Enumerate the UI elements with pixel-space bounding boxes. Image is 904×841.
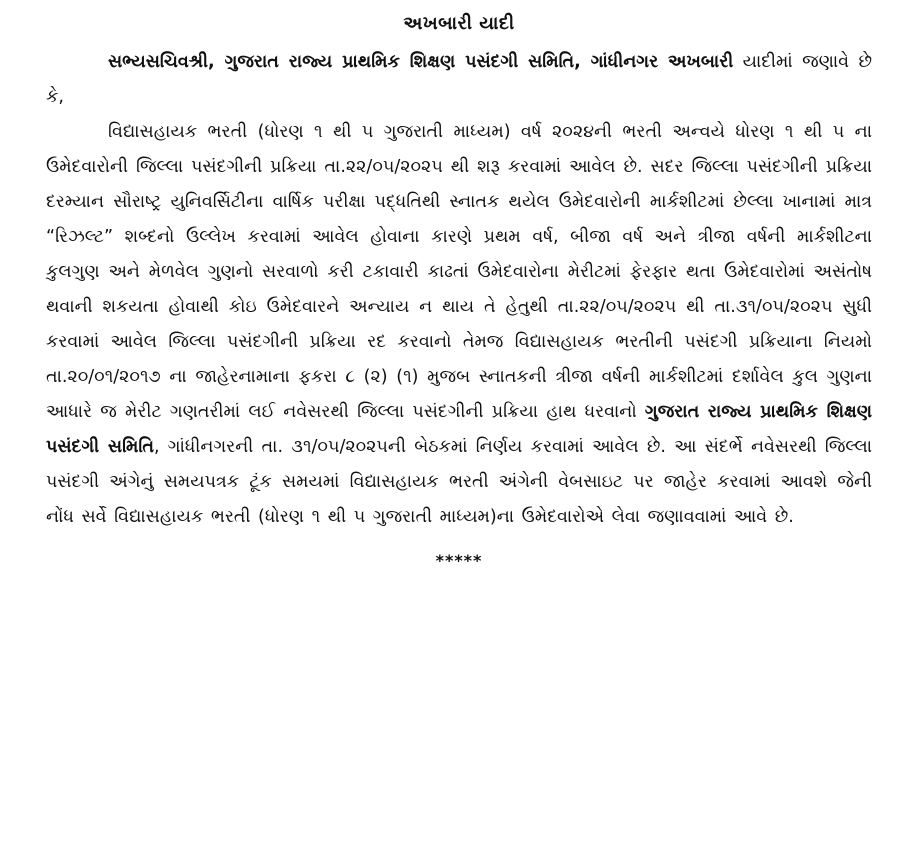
intro-rest: યાદીમાં જણાવે છે કે,: [46, 52, 872, 107]
intro-paragraph: [46, 45, 872, 115]
body-text-part1: વિદ્યાસહાયક ભરતી (ધોરણ ૧ થી ૫ ગુજરાતી માધ્યમ) વર્ષ ૨૦૨૪ની ભરતી અન્વયે ધોરણ ૧ થી ૫ ના ઉમેદવારોની જિલ્લા પસંદગીની પ્રક્રિયા તા.૨૨/૦૫/૨૦૨૫ થી શરૂ કરવામાં આવેલ છે. સદર જિલ્લા પસંદગીની પ્રક્રિયા દરમ્યાન સૌરાષ્ટ્ર યુનિવર્સિટીના વાર્ષિક પરીક્ષા પદ્ધતિથી સ્નાતક થયેલ ઉમેદવારોની માર્કશીટમાં છેલ્લા ખાનામાં માત્ર “રિઝલ્ટ” શબ્દનો ઉલ્લેખ કરવામાં આવેલ હોવાના કારણે પ્રથમ વર્ષ, બીજા વર્ષ અને ત્રીજા વર્ષની માર્કશીટના કુલગુણ અને મેળવેલ ગુણનો સરવાળો કરી ટકાવારી કાઢતાં ઉમેદવારોના મેરીટમાં ફેરફાર થતા ઉમેદવારોમાં અસંતોષ થવાની શકયતા હોવાથી કોઇ ઉમેદવારને અન્યાય ન થાય તે હેતુથી તા.૨૨/૦૫/૨૦૨૫ થી તા.૩૧/૦૫/૨૦૨૫ સુધી કરવામાં આવેલ જિલ્લા પસંદગીની પ્રક્રિયા રદ કરવાનો તેમજ વિદ્યાસહાયક ભરતીની પસંદગી પ્રક્રિયાના નિયમો તા.૨૦/૦૧/૨૦૧૭ ના જાહેરનામાના ફકરા ૮ (૨) (૧) મુજબ સ્નાતકની ત્રીજા વર્ષની માર્કશીટમાં દર્શાવેલ કુલ ગુણના આધારે જ મેરીટ ગણતરીમાં લઈ નવેસરથી જિલ્લા પસંદગીની પ્રક્રિયા હાથ ધરવાનો: [46, 122, 872, 422]
intro-sender: સભ્યસચિવશ્રી, ગુજરાત રાજ્ય પ્રાથમિક શિક્ષણ પસંદગી સમિતિ, ગાંધીનગર અખબારી: [108, 52, 734, 72]
body-committee-name: ગુજરાત રાજ્ય પ્રાથમિક શિક્ષણ પસંદગી સમિતિ: [46, 402, 872, 457]
body-text-part2: , ગાંધીનગરની તા. ૩૧/૦૫/૨૦૨૫ની બેઠકમાં નિર્ણય કરવામાં આવેલ છે. આ સંદર્ભે નવેસરથી જિલ્લા પસંદગી અંગેનું સમયપત્રક ટૂંક સમયમાં વિદ્યાસહાયક ભરતી અંગેની વેબસાઇટ પર જાહેર કરવામાં આવશે જેની નોંધ સર્વે વિદ્યાસહાયક ભરતી (ધોરણ ૧ થી ૫ ગુજરાતી માધ્યમ)ના ઉમેદવારોએ લેવા જણાવવામાં આવે છે.: [46, 437, 872, 527]
document-title: અખબારી યાદી: [403, 13, 515, 34]
body-paragraph: [46, 115, 872, 535]
end-mark: *****: [435, 551, 483, 570]
